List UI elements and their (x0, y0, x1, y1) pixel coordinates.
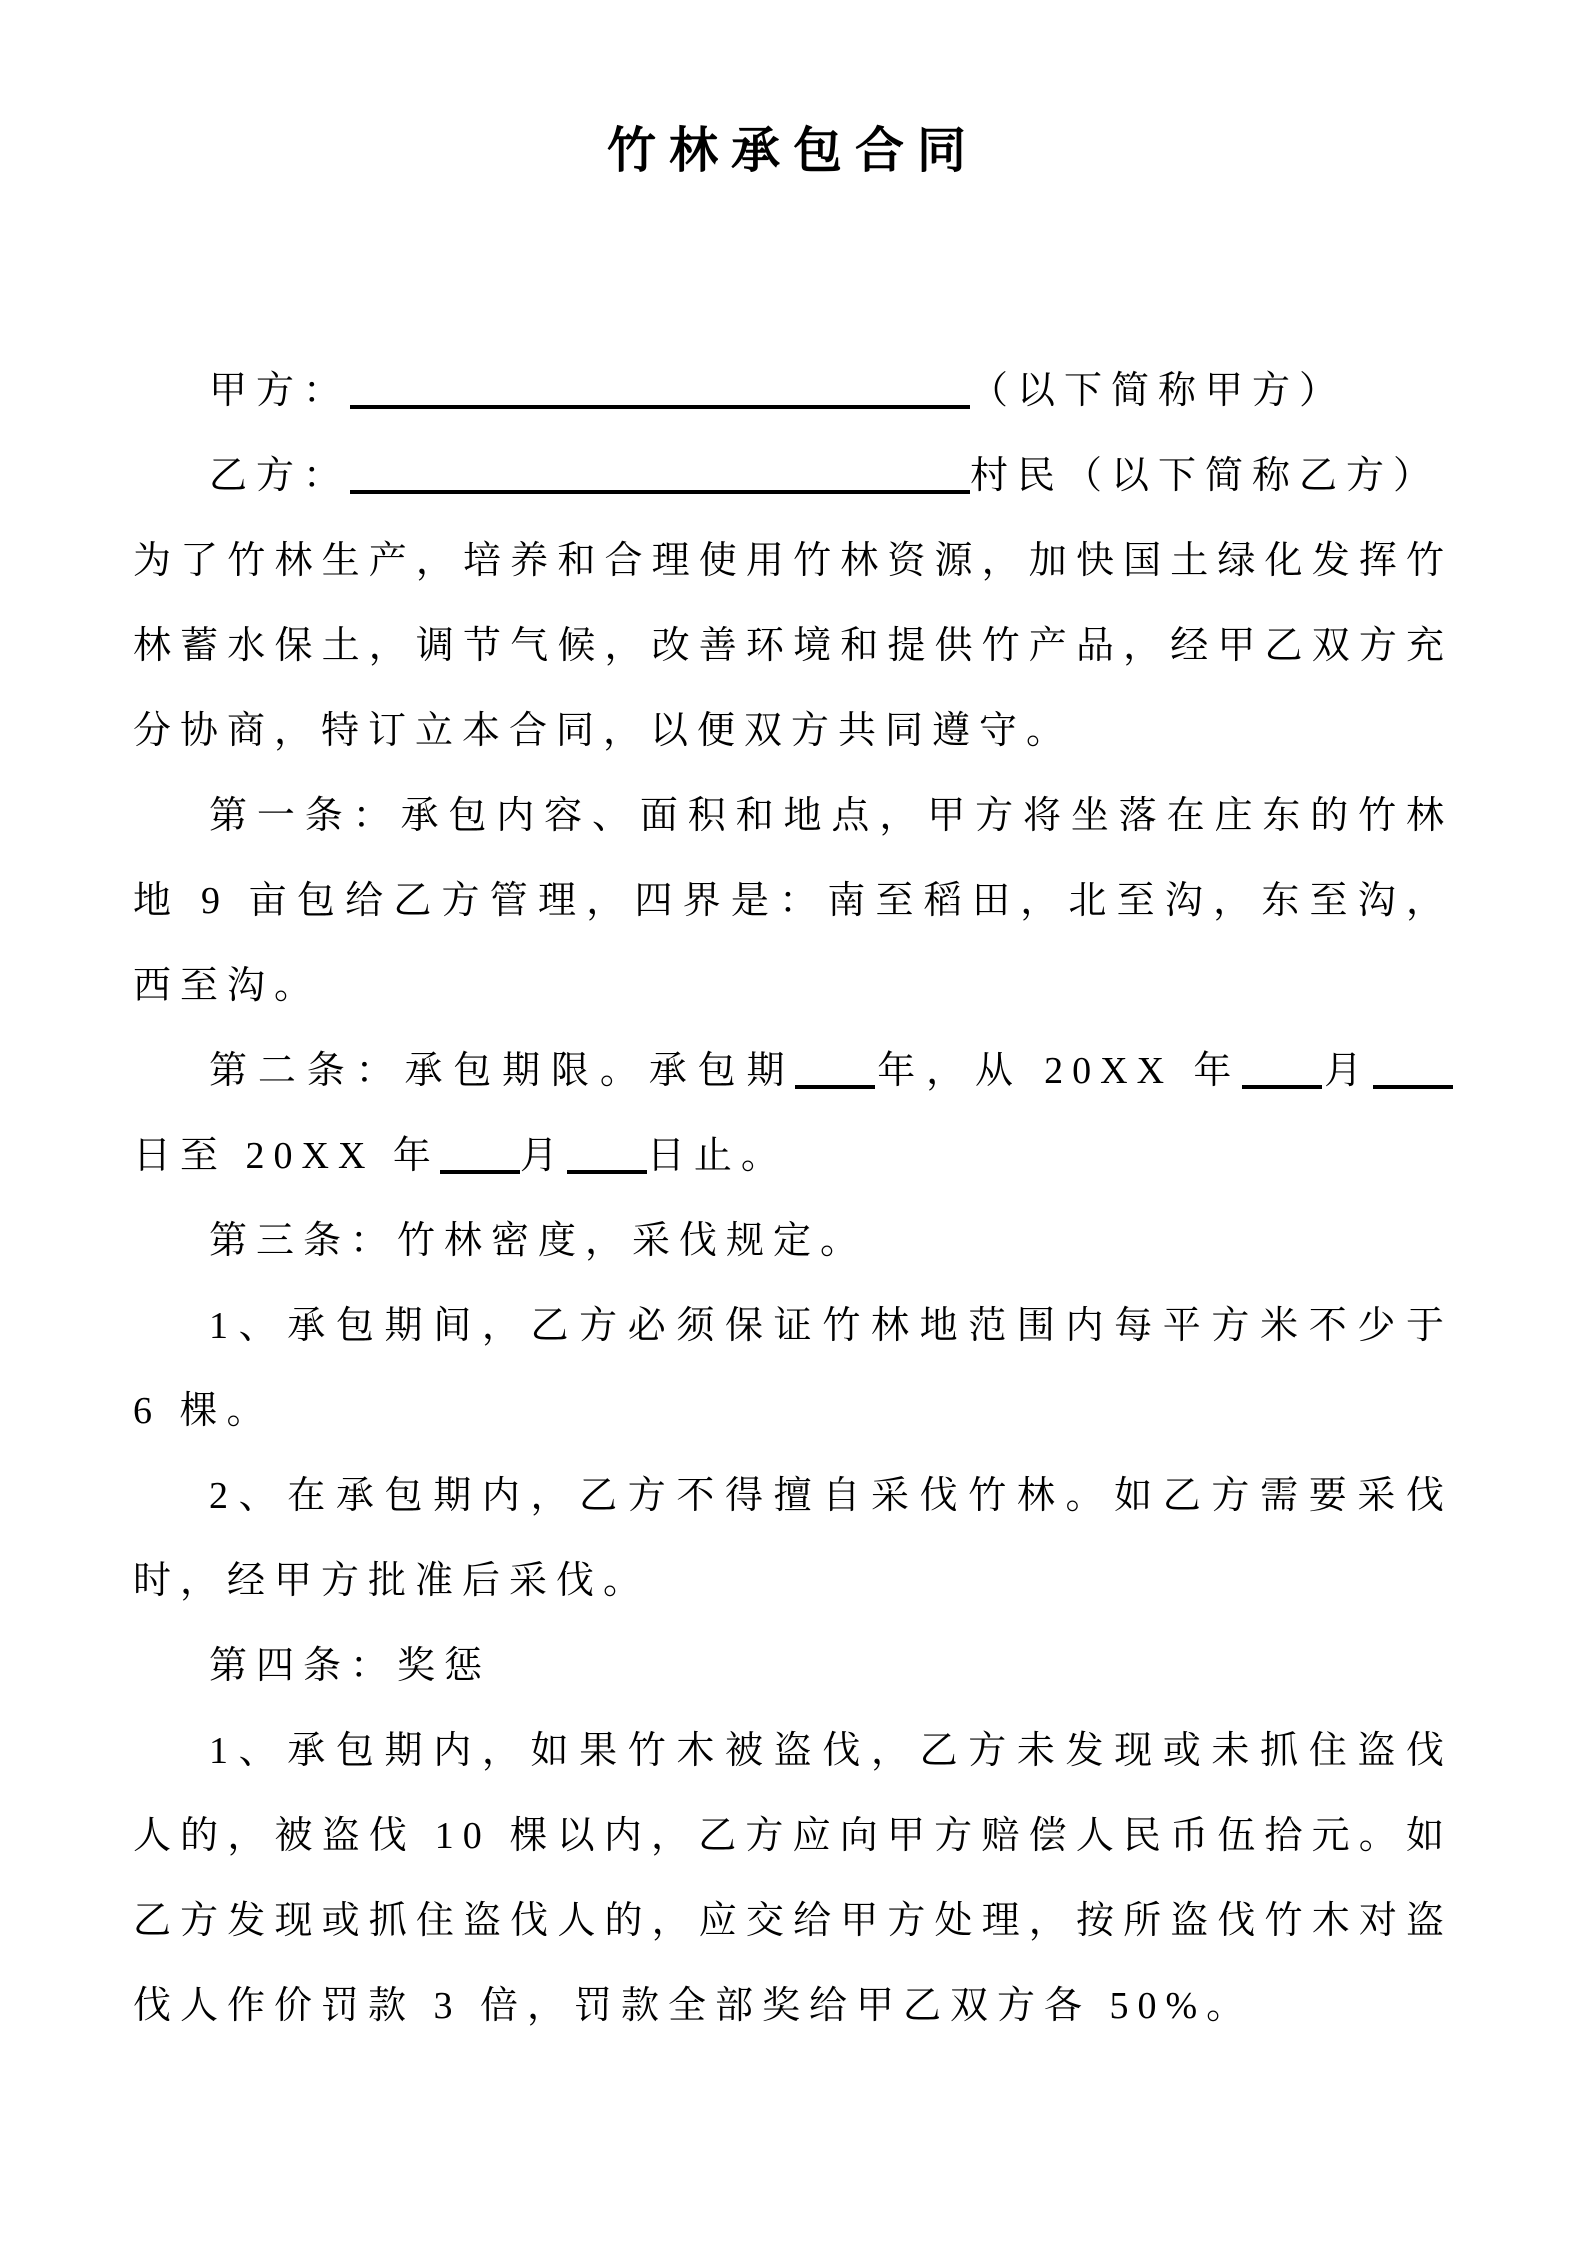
party-yi-line (133, 434, 1453, 519)
text-run: 日至 20XX 年 (133, 1135, 440, 1177)
fill-in-blank-line (440, 1166, 520, 1174)
article-3-paragraph (133, 1199, 1453, 1284)
fill-in-blank-line (1242, 1081, 1322, 1089)
text-run: 月 (1322, 1050, 1373, 1092)
document-body (133, 349, 1453, 2049)
article-1-paragraph (133, 774, 1453, 1029)
fill-in-blank-line (350, 401, 970, 409)
text-run: 村民（以下简称乙方） (970, 455, 1441, 497)
preamble-paragraph (133, 519, 1453, 774)
document-title: 竹林承包合同 (606, 123, 979, 178)
text-run: 2、在承包期内，乙方不得擅自采伐竹林。如乙方需要采伐时，经甲方批准后采伐。 (133, 1475, 1453, 1602)
text-run: 乙方： (209, 455, 351, 497)
text-run: 甲方： (209, 370, 351, 412)
text-run: 第一条：承包内容、面积和地点，甲方将坐落在庄东的竹林地 9 亩包给乙方管理，四界是：南至稻田，北至沟，东至沟，西至沟。 (133, 795, 1453, 1007)
fill-in-blank-line (795, 1081, 875, 1089)
article-3-item-2 (133, 1454, 1453, 1624)
text-run: 第四条：奖惩 (209, 1645, 492, 1687)
fill-in-blank-line (1373, 1081, 1453, 1089)
fill-in-blank-line (350, 486, 970, 494)
text-run: 第二条：承包期限。承包期 (209, 1050, 796, 1092)
text-run: 1、承包期间，乙方必须保证竹林地范围内每平方米不少于 6 棵。 (133, 1305, 1453, 1432)
text-run: 年，从 20XX 年 (875, 1050, 1243, 1092)
text-run: 第三条：竹林密度，采伐规定。 (209, 1220, 868, 1262)
article-4-item-1 (133, 1709, 1453, 2049)
text-run: 日止。 (646, 1135, 788, 1177)
article-4-paragraph (133, 1624, 1453, 1709)
text-run: 月 (519, 1135, 567, 1177)
text-run: 为了竹林生产，培养和合理使用竹林资源，加快国土绿化发挥竹林蓄水保土，调节气候，改善环境和提供竹产品，经甲乙双方充分协商，特订立本合同，以便双方共同遵守。 (133, 540, 1453, 752)
fill-in-blank-line (567, 1166, 647, 1174)
party-jia-line (133, 349, 1453, 434)
text-run: （以下简称甲方） (970, 370, 1347, 412)
article-3-item-1 (133, 1284, 1453, 1454)
article-2-paragraph (133, 1029, 1453, 1199)
text-run: 1、承包期内，如果竹木被盗伐，乙方未发现或未抓住盗伐人的，被盗伐 10 棵以内，乙方应向甲方赔偿人民币伍拾元。如乙方发现或抓住盗伐人的，应交给甲方处理，按所盗伐竹木对盗伐人作价罚款 3 倍，罚款全部奖给甲乙双方各 50%。 (133, 1730, 1453, 2027)
